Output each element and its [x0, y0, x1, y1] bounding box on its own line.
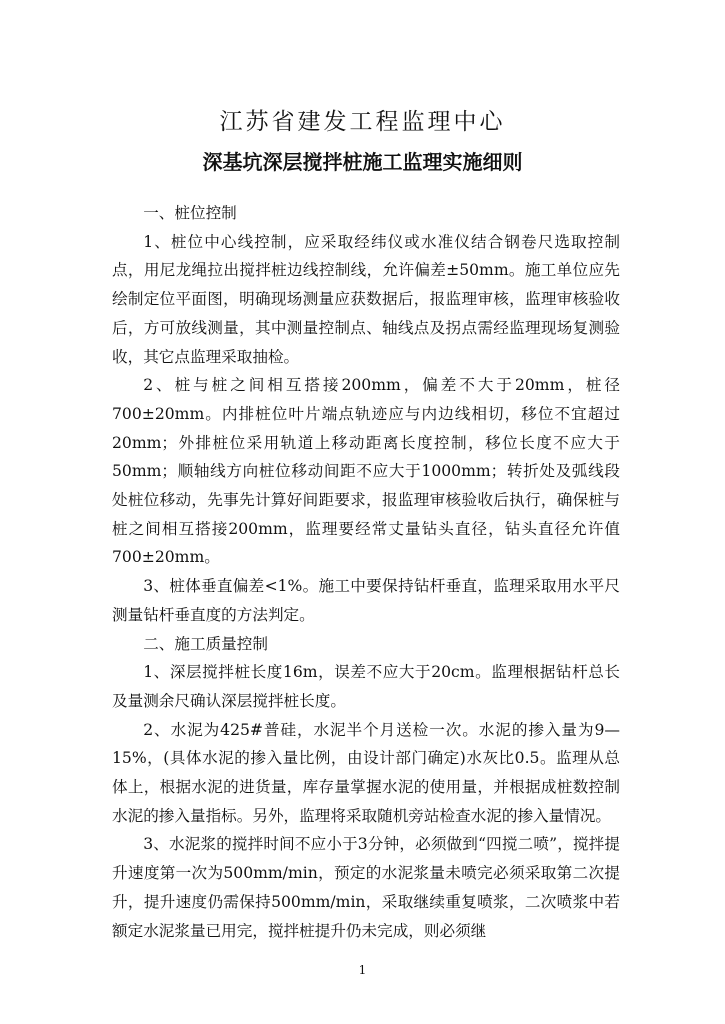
- paragraph: 3、水泥浆的搅拌时间不应小于3分钟，必须做到“四搅二喷”，搅拌提升速度第一次为500mm/min，预定的水泥浆量未喷完必须采取第二次提升，提升速度仍需保持500mm/min，采取继续重复喷浆，二次喷浆中若额定水泥浆量已用完，搅拌桩提升仍未完成，则必须继: [112, 835, 620, 940]
- document-body: [112, 199, 620, 945]
- document-title: 深基坑深层搅拌桩施工监理实施细则: [202, 150, 523, 174]
- paragraph: 1、桩位中心线控制，应采取经纬仪或水准仪结合钢卷尺选取控制点，用尼龙绳拉出搅拌桩边线控制线，允许偏差±50mm。施工单位应先绘制定位平面图，明确现场测量应获数据后，报监理审核，监理审核验收后，方可放线测量，其中测量控制点、轴线点及拐点需经监理现场复测验收，其它点监理采取抽检。: [112, 232, 620, 366]
- page-number: 1: [358, 963, 367, 977]
- paragraph: 2、桩与桩之间相互搭接200mm，偏差不大于20mm，桩径700±20mm。内排桩位叶片端点轨迹应与内边线相切，移位不宜超过20mm；外排桩位采用轨道上移动距离长度控制，移位长度不应大于50mm；顺轴线方向桩位移动间距不应大于1000mm；转折处及弧线段处桩位移动，先事先计算好间距要求，报监理审核验收后执行，确保桩与桩之间相互搭接200mm，监理要经常丈量钻头直径，钻头直径允许值700±20mm。: [112, 376, 620, 567]
- paragraph: 2、水泥为425#普硅，水泥半个月送检一次。水泥的掺入量为9—15%，(具体水泥的掺入量比例，由设计部门确定)水灰比0.5。监理从总体上，根据水泥的进货量，库存量掌握水泥的使用量，并根据成桩数控制水泥的掺入量指标。另外，监理将采取随机旁站检查水泥的掺入量情况。: [112, 720, 620, 825]
- paragraph: 3、桩体垂直偏差<1%。施工中要保持钻杆垂直，监理采取用水平尺测量钻杆垂直度的方法判定。: [112, 577, 620, 624]
- section-heading-construction-quality: 二、施工质量控制: [143, 634, 268, 653]
- section-heading-pile-position: 一、桩位控制: [143, 204, 237, 222]
- paragraph: 1、深层搅拌桩长度16m，误差不应大于20cm。监理根据钻杆总长及量测余尺确认深层搅拌桩长度。: [112, 663, 620, 710]
- organization-title: 江苏省建发工程监理中心: [219, 109, 506, 135]
